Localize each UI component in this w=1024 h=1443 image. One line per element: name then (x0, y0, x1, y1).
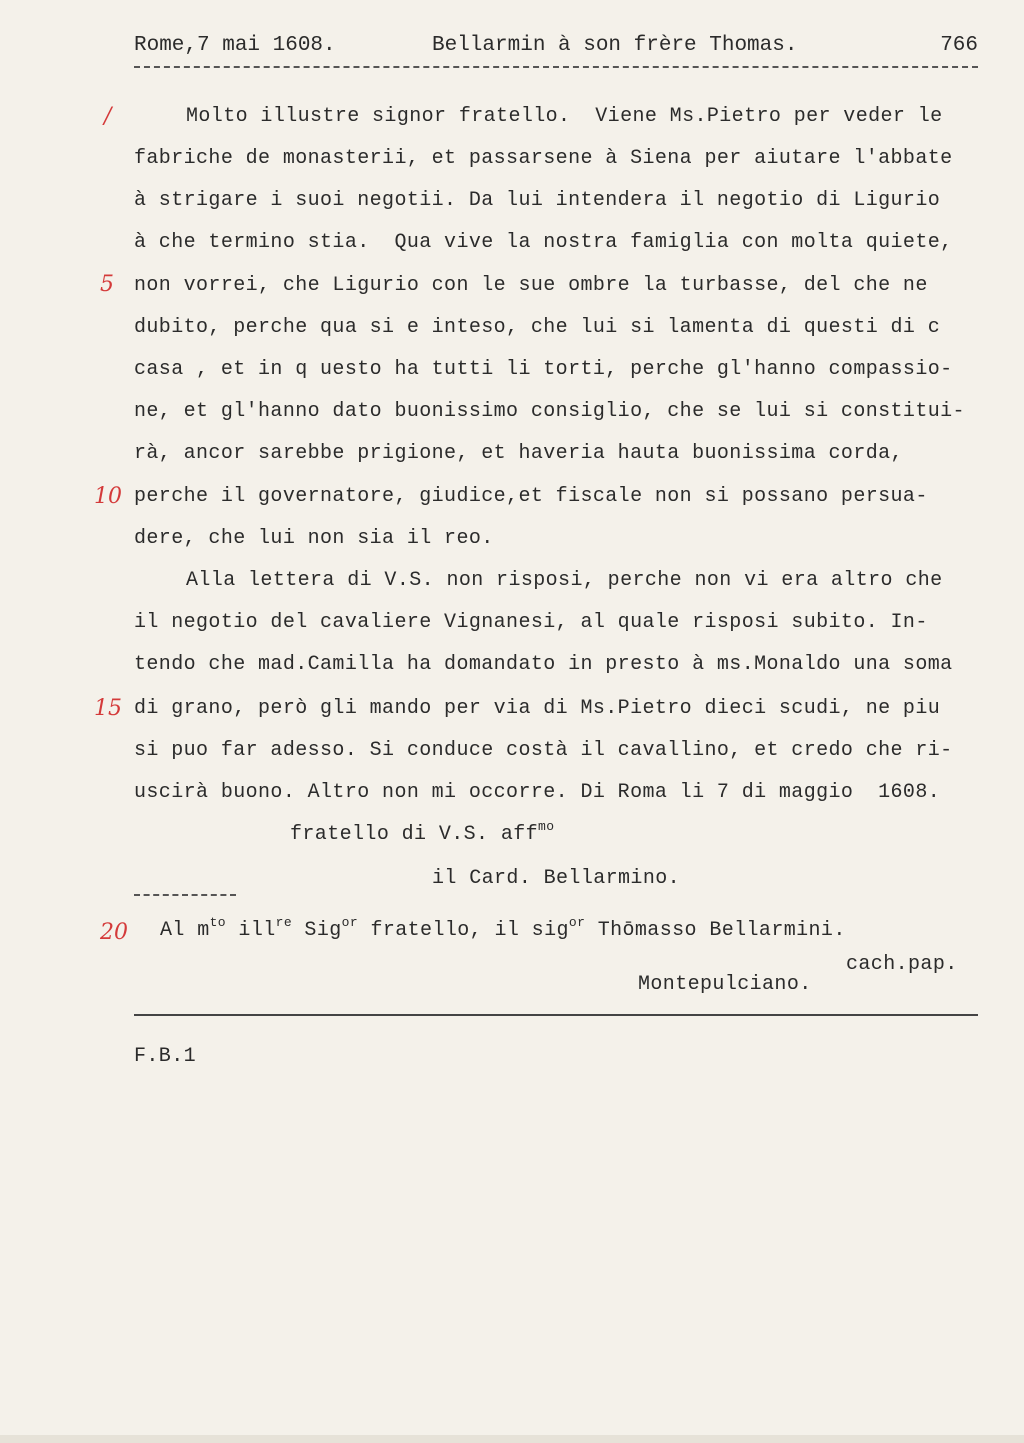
address-note: cach.pap. (846, 953, 958, 976)
margin-number: 20 (100, 920, 128, 945)
closing-line (290, 819, 555, 848)
body-line: casa , et in q uesto ha tutti li torti, perche gl'hanno compassio- (134, 358, 953, 381)
margin-number: 10 (94, 484, 122, 509)
header-divider (134, 66, 978, 68)
address-name: Thōmasso Bellarmini. (585, 919, 846, 942)
header-place-date: Rome,7 mai 1608. (134, 34, 336, 57)
body-line: uscirà buono. Altro non mi occorre. Di Roma li 7 di maggio 1608. (134, 781, 941, 804)
body-line: ne, et gl'hanno dato buonissimo consiglio, che se lui si constitui- (134, 400, 965, 423)
address-line (160, 915, 846, 944)
address-sup: re (275, 915, 293, 930)
margin-number: 5 (100, 272, 114, 297)
body-line: rà, ancor sarebbe prigione, et haveria hauta buonissima corda, (134, 442, 903, 465)
body-line: à strigare i suoi negotii. Da lui intendera il negotio di Ligurio (134, 189, 941, 212)
body-line: dubito, perche qua si e inteso, che lui si lamenta di questi di c (134, 316, 941, 339)
body-line: di grano, però gli mando per via di Ms.Pietro dieci scudi, ne piu (134, 697, 941, 720)
body-line: dere, che lui non sia il reo. (134, 527, 494, 550)
address-divider (134, 894, 236, 896)
closing-text: fratello di V.S. aff (290, 823, 539, 846)
body-line: Alla lettera di V.S. non risposi, perche non vi era altro che (186, 569, 943, 592)
body-line: fabriche de monasterii, et passarsene à Siena per aiutare l'abbate (134, 147, 953, 170)
body-line: tendo che mad.Camilla ha domandato in presto à ms.Monaldo una soma (134, 653, 953, 676)
closing-superscript: mo (538, 819, 555, 834)
address-sig: Sig (292, 919, 342, 942)
body-line: perche il governatore, giudice,et fiscale non si possano persua- (134, 485, 928, 508)
footer-divider (134, 1014, 978, 1016)
margin-number: / (104, 104, 112, 129)
signature: il Card. Bellarmino. (432, 867, 681, 890)
address-city: Montepulciano. (638, 973, 812, 996)
address-sup: or (568, 915, 586, 930)
page-header (134, 34, 980, 60)
header-page-number: 766 (940, 34, 978, 57)
body-line: non vorrei, che Ligurio con le sue ombre la turbasse, del che ne (134, 274, 928, 297)
margin-number: 15 (94, 696, 122, 721)
address-sup: to (209, 915, 227, 930)
body-line: si puo far adesso. Si conduce costà il cavallino, et credo che ri- (134, 739, 953, 762)
address-rest: fratello, il sig (358, 919, 569, 942)
footer-reference: F.B.1 (134, 1045, 197, 1068)
body-line: il negotio del cavaliere Vignanesi, al quale risposi subito. In- (134, 611, 928, 634)
header-title: Bellarmin à son frère Thomas. (432, 34, 798, 57)
address-sup: or (341, 915, 359, 930)
address-al: Al m (160, 919, 210, 942)
body-line: Molto illustre signor fratello. Viene Ms.Pietro per veder le (186, 105, 943, 128)
body-line: à che termino stia. Qua vive la nostra famiglia con molta quiete, (134, 231, 953, 254)
address-ill: ill (226, 919, 276, 942)
